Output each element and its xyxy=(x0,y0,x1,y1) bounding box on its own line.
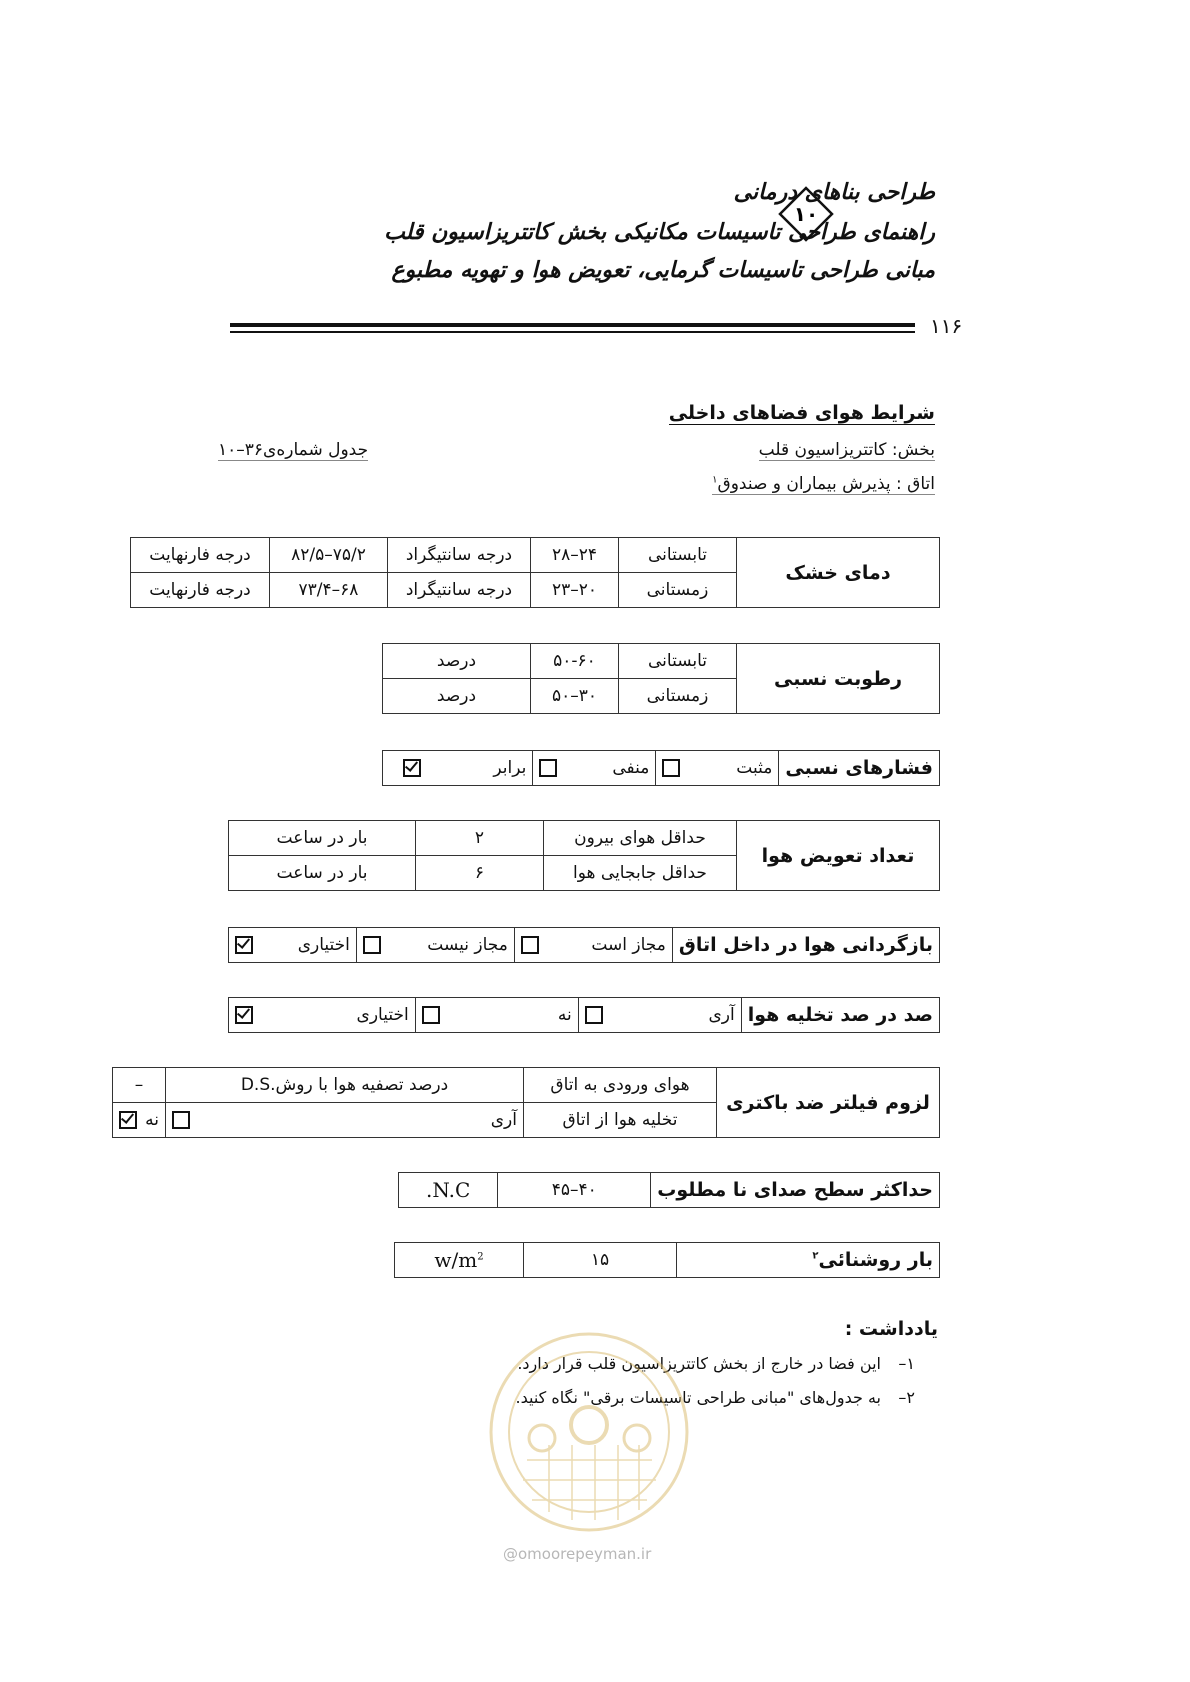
option-label: آری xyxy=(490,1110,517,1130)
room-text: اتاق : پذیرش بیماران و صندوق xyxy=(717,474,935,494)
pressure-equal-checkbox[interactable] xyxy=(403,759,421,777)
celsius-cell: ۲۰–۲۳ xyxy=(531,573,619,608)
season-cell: زمستانی xyxy=(619,679,737,714)
air-changes-table xyxy=(228,820,940,891)
fahrenheit-unit-cell: درجه فارنهایت xyxy=(131,573,270,608)
noise-value-cell: ۴۰–۴۵ xyxy=(498,1173,651,1208)
filter-no-checkbox[interactable] xyxy=(119,1111,137,1129)
table-row xyxy=(113,1068,940,1103)
book-title: طراحی بناهای درمانی xyxy=(733,180,935,205)
humidity-label: رطوبت نسبی xyxy=(737,644,940,714)
option-label: آری xyxy=(708,1005,735,1025)
table-number: جدول شماره‌ی۳۶–۱۰ xyxy=(218,440,369,460)
header-rule-thick xyxy=(230,323,915,327)
humidity-value-cell: ۳۰–۵۰ xyxy=(531,679,619,714)
noise-table xyxy=(398,1172,940,1208)
note-text: این فضا در خارج از بخش کاتتریزاسیون قلب قرار دارد. xyxy=(517,1354,881,1373)
recirc-not-allowed-checkbox[interactable] xyxy=(363,936,381,954)
lighting-value-cell: ۱۵ xyxy=(524,1243,677,1278)
table-row xyxy=(229,998,940,1033)
air-change-item-cell: حداقل هوای بیرون xyxy=(544,821,737,856)
celsius-unit-cell: درجه سانتیگراد xyxy=(388,573,531,608)
table-row xyxy=(383,751,940,786)
option-label: منفی xyxy=(612,758,650,778)
room-note-mark: ۱ xyxy=(712,474,718,486)
department-label: بخش: کاتتریزاسیون قلب xyxy=(758,440,935,460)
option-label: مثبت xyxy=(736,758,773,778)
header-line-1 xyxy=(734,180,935,205)
humidity-unit-cell: درصد xyxy=(383,679,531,714)
humidity-value-cell: ۵۰-۶۰ xyxy=(531,644,619,679)
noise-label: حداکثر سطح صدای نا مطلوب xyxy=(651,1173,940,1208)
option-label: نه xyxy=(145,1110,160,1130)
season-cell: تابستانی xyxy=(619,538,737,573)
chapter-number: ۱۰ xyxy=(793,202,819,226)
recirculation-table xyxy=(228,927,940,963)
pressure-label: فشارهای نسبی xyxy=(779,751,940,786)
watermark-site: @omoorepeyman.ir xyxy=(503,1545,652,1563)
air-changes-label: تعداد تعویض هوا xyxy=(737,821,940,891)
option-label: اختیاری xyxy=(297,935,350,955)
air-change-value-cell: ۲ xyxy=(416,821,544,856)
pressure-negative-checkbox[interactable] xyxy=(539,759,557,777)
lighting-unit-cell xyxy=(395,1243,524,1278)
filter-item-cell: تخلیه هوا از اتاق xyxy=(524,1103,717,1138)
exhaust-optional-checkbox[interactable] xyxy=(235,1006,253,1024)
filter-item-cell: هوای ورودی به اتاق xyxy=(524,1068,717,1103)
filter-value-cell: – xyxy=(113,1068,166,1103)
filter-yes-checkbox[interactable] xyxy=(172,1111,190,1129)
table-row xyxy=(131,538,940,573)
recirculation-label: بازگردانی هوا در داخل اتاق xyxy=(672,928,939,963)
lighting-label-cell xyxy=(677,1243,940,1278)
option-label: مجاز نیست xyxy=(427,935,508,955)
table-row xyxy=(399,1173,940,1208)
table-row xyxy=(229,821,940,856)
table-row xyxy=(383,644,940,679)
fahrenheit-unit-cell: درجه فارنهایت xyxy=(131,538,270,573)
noise-unit-cell: N.C. xyxy=(399,1173,498,1208)
note-number: ۲– xyxy=(898,1388,915,1407)
table-row xyxy=(395,1243,940,1278)
air-change-value-cell: ۶ xyxy=(416,856,544,891)
header-rule-thin xyxy=(230,331,915,333)
humidity-unit-cell: درصد xyxy=(383,644,531,679)
dry-temp-table xyxy=(130,537,940,608)
pressure-positive-checkbox[interactable] xyxy=(662,759,680,777)
notes-title: یادداشت : xyxy=(844,1318,938,1340)
air-change-unit-cell: بار در ساعت xyxy=(229,821,416,856)
recirc-optional-checkbox[interactable] xyxy=(235,936,253,954)
fahrenheit-cell: ۷۵/۲–۸۲/۵ xyxy=(270,538,388,573)
exhaust-yes-checkbox[interactable] xyxy=(585,1006,603,1024)
lighting-note-mark: ۲ xyxy=(812,1250,819,1262)
recirc-allowed-checkbox[interactable] xyxy=(521,936,539,954)
table-row xyxy=(229,928,940,963)
option-label: نه xyxy=(557,1005,572,1025)
pressure-table xyxy=(382,750,940,786)
header-line-3: مبانی طراحی تاسیسات گرمایی، تعویض هوا و تهویه مطبوع xyxy=(391,258,935,283)
exhaust-table xyxy=(228,997,940,1033)
filter-table xyxy=(112,1067,940,1138)
lighting-unit-exponent: 2 xyxy=(477,1251,484,1263)
celsius-unit-cell: درجه سانتیگراد xyxy=(388,538,531,573)
lighting-unit: w/m xyxy=(434,1248,478,1272)
air-change-item-cell: حداقل جابجایی هوا xyxy=(544,856,737,891)
watermark-seal xyxy=(487,1330,692,1535)
option-label: برابر xyxy=(493,758,527,778)
room-label xyxy=(712,474,935,495)
fahrenheit-cell: ۶۸–۷۳/۴ xyxy=(270,573,388,608)
filter-desc-cell: درصد تصفیه هوا با روش.D.S xyxy=(166,1068,524,1103)
note-text: به جدول‌های "مبانی طراحی تاسیسات برقی" نگاه کنید. xyxy=(515,1388,881,1407)
section-title: شرایط هوای فضاهای داخلی xyxy=(668,402,935,424)
dry-temp-label: دمای خشک xyxy=(737,538,940,608)
lighting-table xyxy=(394,1242,940,1278)
option-label: اختیاری xyxy=(356,1005,409,1025)
air-change-unit-cell: بار در ساعت xyxy=(229,856,416,891)
header-line-2: راهنمای طراحی تاسیسات مکانیکی بخش کاتتریزاسیون قلب xyxy=(384,220,935,245)
season-cell: تابستانی xyxy=(619,644,737,679)
celsius-cell: ۲۴–۲۸ xyxy=(531,538,619,573)
humidity-table xyxy=(382,643,940,714)
page-number: ۱۱۶ xyxy=(930,314,963,338)
option-label: مجاز است xyxy=(591,935,666,955)
filter-label: لزوم فیلتر ضد باکتری xyxy=(717,1068,940,1138)
exhaust-no-checkbox[interactable] xyxy=(422,1006,440,1024)
exhaust-label: صد در صد تخلیه هوا xyxy=(741,998,939,1033)
season-cell: زمستانی xyxy=(619,573,737,608)
lighting-label: بار روشنائی xyxy=(818,1249,933,1271)
note-number: ۱– xyxy=(898,1354,915,1373)
